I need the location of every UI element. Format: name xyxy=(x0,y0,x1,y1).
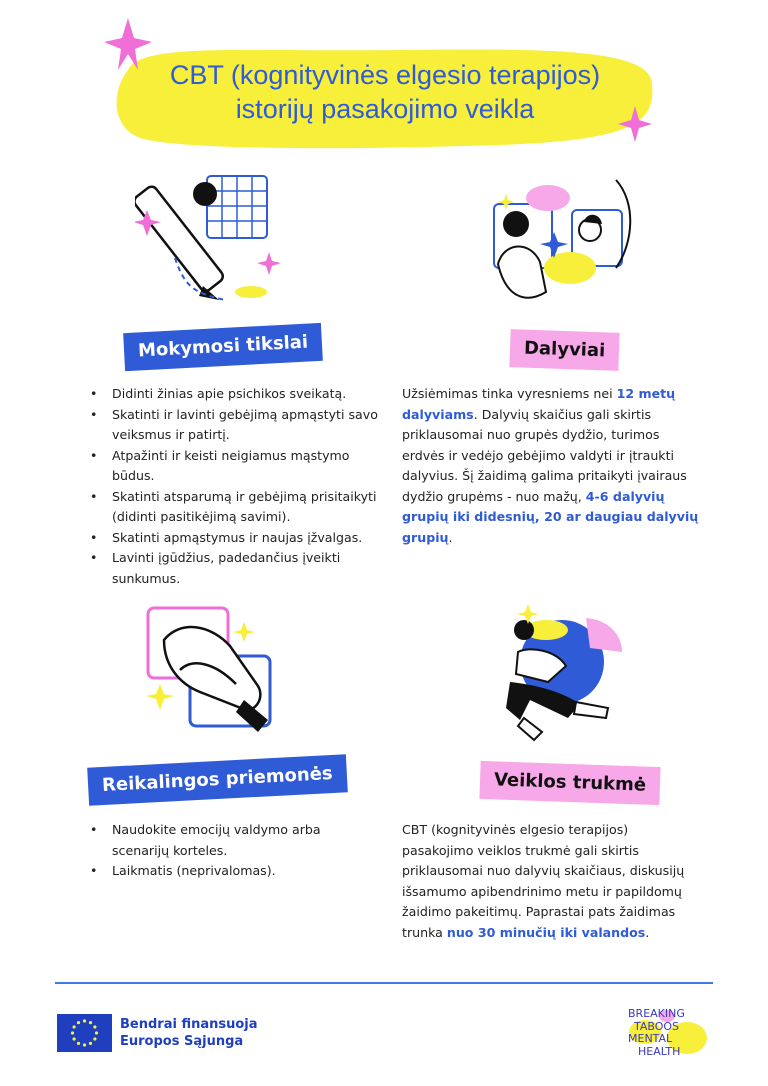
project-logo-line: HEALTH xyxy=(638,1044,681,1058)
list-item: • Skatinti atsparumą ir gebėjimą prisitaikyti (didinti pasitikėjimą savimi). xyxy=(90,487,380,528)
participants-highlight-age: 12 metų dalyviams xyxy=(402,386,676,422)
runner-illustration xyxy=(490,600,630,745)
participants-text-1: Užsiėmimas tinka vyresniems nei xyxy=(402,386,617,401)
goals-list xyxy=(90,384,380,589)
page-title xyxy=(120,58,650,126)
participants-heading-text: Dalyviai xyxy=(523,337,606,362)
duration-text-2: . xyxy=(645,924,650,940)
eu-flag-icon xyxy=(57,1014,112,1052)
list-item: • Didinti žinias apie psichikos sveikatą. xyxy=(90,384,380,405)
duration-heading-text: Veiklos trukmė xyxy=(493,769,647,796)
duration-text xyxy=(402,820,702,943)
materials-heading-text: Reikalingos priemonės xyxy=(101,762,334,797)
duration-highlight: nuo 30 minučių iki valandos xyxy=(446,924,646,940)
title-line-1: CBT (kognityvinės elgesio terapijos) xyxy=(169,60,601,90)
handshake-illustration xyxy=(140,600,280,740)
eu-line-2: Europos Sąjunga xyxy=(120,1034,244,1049)
materials-heading xyxy=(87,754,347,805)
list-item: • Lavinti įgūdžius, padedančius įveikti sunkumus. xyxy=(90,548,380,589)
footer-divider xyxy=(55,982,713,984)
project-logo-text xyxy=(628,1008,685,1058)
eu-funding-text xyxy=(120,1016,258,1050)
goals-heading-text: Mokymosi tikslai xyxy=(137,331,309,362)
goals-heading xyxy=(123,323,323,371)
list-item: • Skatinti apmąstymus ir naujas įžvalgas. xyxy=(90,528,380,549)
title-line-2: istorijų pasakojimo veikla xyxy=(235,94,535,124)
list-item: • Skatinti ir lavinti gebėjimą apmąstyti savo veiksmus ir patirtį. xyxy=(90,405,380,446)
participants-text-3: . xyxy=(448,529,453,545)
participants-heading xyxy=(509,329,619,371)
participants-text-2: . Dalyvių skaičius gali skirtis priklausomai nuo grupės dydžio, turimos erdvės ir vedėjo gebėjimo valdyti ir įtraukti dalyvius. Šį žaidimą galima pritaikyti įvairaus dydžio grupėms - nuo mažų, xyxy=(402,406,687,504)
participants-text xyxy=(402,384,702,548)
eu-line-1: Bendrai finansuoja xyxy=(120,1017,258,1032)
duration-text-1: CBT (kognityvinės elgesio terapijos) pasakojimo veiklos trukmė gali skirtis priklausomai nuo dalyvių skaičiaus, diskusijų išsamumo apibendrinimo metu ir papildomų žaidimo pakeitimų. Paprastai pats žaidimas trunka xyxy=(402,822,685,940)
participants-illustration xyxy=(486,172,636,312)
materials-list xyxy=(90,820,375,882)
list-item: • Naudokite emocijų valdymo arba scenarijų korteles. xyxy=(90,820,375,861)
list-item: • Atpažinti ir keisti neigiamus mąstymo būdus. xyxy=(90,446,380,487)
project-logo-line: TABOOS xyxy=(634,1019,680,1033)
list-item: • Laikmatis (neprivalomas). xyxy=(90,861,375,882)
pencil-illustration xyxy=(135,168,285,308)
project-logo-line: MENTAL xyxy=(628,1032,673,1045)
participants-highlight-size: 4-6 dalyvių grupių iki didesnių, 20 ar daugiau dalyvių grupių xyxy=(402,488,699,545)
project-logo-line: BREAKING xyxy=(628,1007,685,1020)
duration-heading xyxy=(479,761,660,805)
